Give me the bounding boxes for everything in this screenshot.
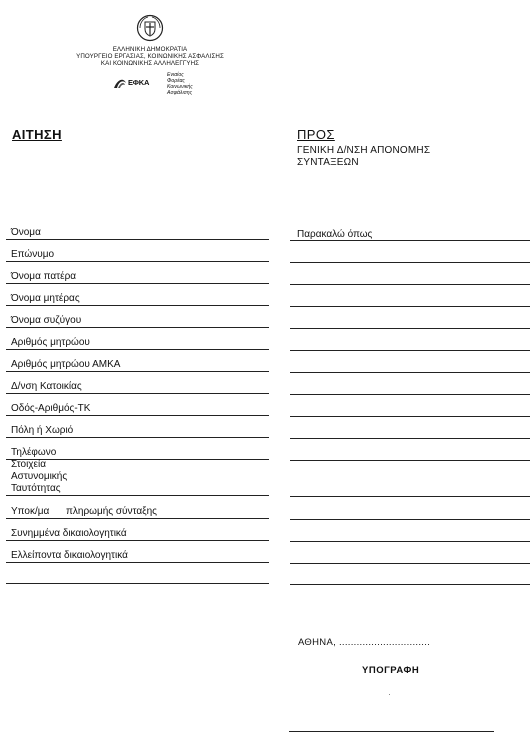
field-address-line[interactable] [6, 393, 269, 394]
field-pension-label-a: Υποκ/μα [11, 506, 50, 517]
field-father-line[interactable] [6, 283, 269, 284]
request-label: Παρακαλώ όπως [297, 229, 373, 240]
field-attached-label: Συνημμένα δικαιολογητικά [11, 528, 127, 539]
header-ministry-cont: ΚΑΙ ΚΟΙΝΩΝΙΚΗΣ ΑΛΛΗΛΕΓΓΥΗΣ [100, 60, 200, 67]
field-spouse-line[interactable] [6, 327, 269, 328]
request-line-4[interactable] [290, 306, 530, 307]
request-line-10[interactable] [290, 438, 530, 439]
field-registry-label: Αριθμός μητρώου [11, 337, 90, 348]
request-line-13[interactable] [290, 519, 530, 520]
header-ministry: ΥΠΟΥΡΓΕΙΟ ΕΡΓΑΣΙΑΣ, ΚΟΙΝΩΝΙΚΗΣ ΑΣΦΑΛΙΣΗΣ [76, 53, 224, 60]
field-id-label-1: Στοιχεία [11, 459, 47, 470]
field-address-label: Δ/νση Κατοικίας [11, 381, 82, 392]
request-line-9[interactable] [290, 416, 530, 417]
efka-sub-4: Ασφάλισης [167, 90, 193, 96]
scan-speck [389, 694, 390, 695]
request-line-16[interactable] [290, 584, 530, 585]
field-amka-line[interactable] [6, 371, 269, 372]
request-line-7[interactable] [290, 372, 530, 373]
recipient-title: ΠΡΟΣ [297, 127, 335, 142]
signature-label: ΥΠΟΓΡΑΦΗ [362, 665, 420, 676]
application-title: ΑΙΤΗΣΗ [12, 127, 62, 142]
request-line-3[interactable] [290, 284, 530, 285]
request-line-1[interactable] [290, 240, 530, 241]
field-extra-line[interactable] [6, 583, 269, 584]
header-republic: ΕΛΛΗΝΙΚΗ ΔΗΜΟΚΡΑΤΙΑ [112, 46, 188, 53]
field-name-label: Όνομα [11, 227, 41, 238]
field-attached-line[interactable] [6, 540, 269, 541]
field-id-line[interactable] [6, 495, 269, 496]
field-street-label: Οδός-Αριθμός-ΤΚ [11, 403, 91, 414]
efka-sub-1: Ενιαίος [167, 72, 184, 78]
field-id-label-3: Ταυτότητας [11, 483, 61, 494]
field-id-label-2: Αστυνομικής [11, 471, 68, 482]
field-pension-line[interactable] [6, 518, 269, 519]
field-spouse-label: Όνομα συζύγου [11, 315, 82, 326]
request-line-14[interactable] [290, 541, 530, 542]
request-line-11[interactable] [290, 460, 530, 461]
field-missing-label: Ελλείποντα δικαιολογητικά [11, 550, 128, 561]
field-missing-line[interactable] [6, 562, 269, 563]
field-mother-line[interactable] [6, 305, 269, 306]
field-surname-line[interactable] [6, 261, 269, 262]
recipient-line-2: ΣΥΝΤΑΞΕΩΝ [297, 157, 359, 168]
recipient-line-1: ΓΕΝΙΚΗ Δ/ΝΣΗ ΑΠΟΝΟΜΗΣ [297, 145, 431, 156]
field-registry-line[interactable] [6, 349, 269, 350]
efka-logo-text: ΕΦΚΑ [128, 78, 150, 87]
request-line-15[interactable] [290, 563, 530, 564]
field-pension-label-b: πληρωμής σύνταξης [66, 506, 157, 517]
request-line-2[interactable] [290, 262, 530, 263]
field-city-label: Πόλη ή Χωριό [11, 425, 74, 436]
field-name-line[interactable] [6, 239, 269, 240]
request-line-12[interactable] [290, 496, 530, 497]
field-amka-label: Αριθμός μητρώου ΑΜΚΑ [11, 359, 121, 370]
field-phone-label: Τηλέφωνο [11, 447, 57, 458]
field-surname-label: Επώνυμο [11, 249, 55, 260]
field-city-line[interactable] [6, 437, 269, 438]
request-line-5[interactable] [290, 328, 530, 329]
field-street-line[interactable] [6, 415, 269, 416]
field-father-label: Όνομα πατέρα [11, 271, 77, 282]
request-line-8[interactable] [290, 394, 530, 395]
request-line-6[interactable] [290, 350, 530, 351]
signature-line[interactable] [289, 731, 494, 732]
greek-coat-of-arms-icon [136, 14, 164, 42]
date-location[interactable]: ΑΘΗΝΑ, ............................... [298, 637, 431, 648]
efka-sub-2: Φορέας [167, 78, 185, 84]
efka-sub-3: Κοινωνικής [167, 84, 193, 90]
field-mother-label: Όνομα μητέρας [11, 293, 80, 304]
